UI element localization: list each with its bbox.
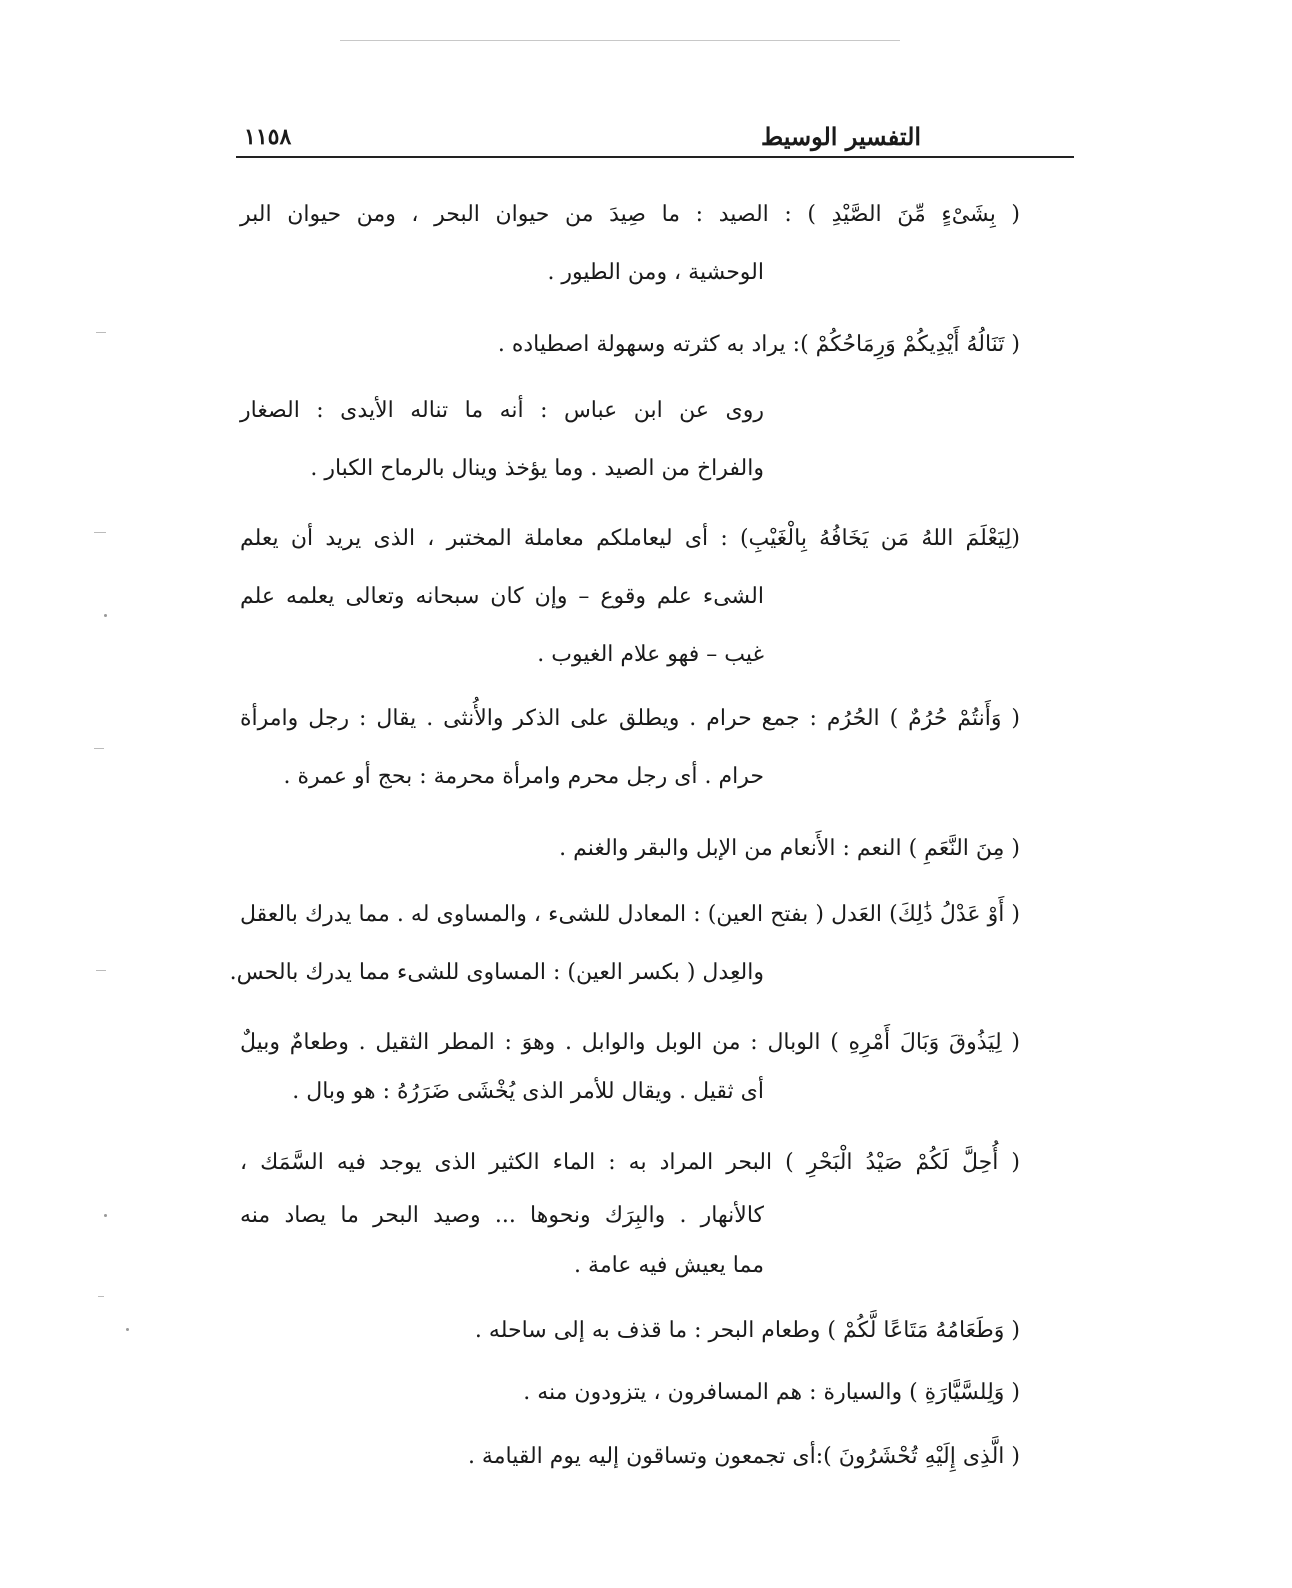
gloss-entry bbox=[240, 1014, 1020, 1112]
scan-dot bbox=[104, 614, 107, 617]
entry-line: ( وَطَعَامُهُ مَتَاعًا لَّكُمْ ) وطعام البحر : ما قذف به إلى ساحله . bbox=[474, 1318, 1020, 1343]
gloss-entry bbox=[240, 820, 1020, 878]
entry-line: ( بِشَىْءٍ مِّنَ الصَّيْدِ ) : الصيد : ما صِيدَ من حيوان البحر ، ومن حيوان البر bbox=[240, 202, 1020, 227]
entry-line: ( وَأَنتُمْ حُرُمٌ ) الحُرُم : جمع حرام . ويطلق على الذكر والأُنثى . يقال : رجل وامرأة bbox=[240, 706, 1020, 731]
gloss-entry bbox=[229, 886, 1020, 1002]
entry-line: ( تَنَالُهُ أَيْدِيكُمْ وَرِمَاحُكُمْ ): يراد به كثرته وسهولة اصطياده . bbox=[497, 332, 1020, 357]
entry-line: ( الَّذِى إِلَيْهِ تُحْشَرُونَ ):أى تجمعون وتساقون إليه يوم القيامة . bbox=[467, 1444, 1020, 1469]
entry-line: والعِدل ( بكسر العين) : المساوى للشىء مما يدرك بالحس. bbox=[229, 960, 764, 985]
entry-line: غيب – فهو علام الغيوب . bbox=[537, 642, 764, 667]
gloss-entry bbox=[240, 1134, 1020, 1292]
running-title: التفسير الوسيط bbox=[760, 122, 922, 151]
page-header bbox=[236, 120, 1074, 156]
gloss-entry bbox=[240, 510, 1020, 684]
gloss-entry bbox=[240, 1428, 1020, 1486]
gloss-entry bbox=[240, 690, 1020, 806]
scan-mark bbox=[96, 332, 106, 333]
header-rule bbox=[236, 156, 1074, 158]
entry-line: ( وَلِلسَّيَّارَةِ ) والسيارة : هم المسافرون ، يتزودون منه . bbox=[523, 1380, 1020, 1405]
entry-line: الشىء علم وقوع – وإن كان سبحانه وتعالى يعلمه علم bbox=[240, 584, 764, 609]
entry-line: والفراخ من الصيد . وما يؤخذ وينال بالرماح الكبار . bbox=[310, 456, 764, 481]
entry-line: مما يعيش فيه عامة . bbox=[574, 1253, 764, 1278]
scan-mark bbox=[94, 532, 106, 533]
scan-mark bbox=[96, 970, 106, 971]
entry-line: حرام . أى رجل محرم وامرأة محرمة : بحج أو عمرة . bbox=[283, 764, 764, 789]
entry-line: (لِيَعْلَمَ اللهُ مَن يَخَافُهُ بِالْغَيْبِ) : أى ليعاملكم معاملة المختبر ، الذى يريد أن يعلم bbox=[240, 526, 1020, 551]
gloss-entry bbox=[240, 1364, 1020, 1422]
scan-dot bbox=[104, 1214, 107, 1217]
scan-smudge bbox=[340, 40, 900, 41]
entry-line: ( لِيَذُوقَ وَبَالَ أَمْرِهِ ) الوبال : من الوبل والوابل . وهوَ : المطر الثقيل . وطعامٌ وبيلٌ bbox=[240, 1030, 1020, 1055]
entry-line: روى عن ابن عباس : أنه ما تناله الأيدى : الصغار bbox=[240, 398, 764, 423]
scan-dot bbox=[126, 1328, 129, 1331]
gloss-entry bbox=[240, 1302, 1020, 1360]
entry-line: أى ثقيل . ويقال للأمر الذى يُخْشَى ضَرَرُهُ : هو وبال . bbox=[292, 1079, 764, 1104]
scan-mark bbox=[98, 1296, 104, 1297]
entry-line: ( أُحِلَّ لَكُمْ صَيْدُ الْبَحْرِ ) البحر المراد به : الماء الكثير الذى يوجد فيه السَّمَك ، bbox=[240, 1150, 1020, 1175]
entry-line: ( مِنَ النَّعَمِ ) النعم : الأَنعام من الإبل والبقر والغنم . bbox=[559, 836, 1020, 861]
entry-line: كالأنهار . والبِرَك ونحوها ... وصيد البحر ما يصاد منه bbox=[240, 1203, 764, 1228]
gloss-entry bbox=[240, 186, 1020, 302]
page-number: ١١٥٨ bbox=[244, 124, 292, 150]
entry-line: الوحشية ، ومن الطيور . bbox=[547, 260, 764, 285]
gloss-entry bbox=[240, 316, 1020, 374]
gloss-entry bbox=[240, 382, 1020, 498]
entry-line: ( أَوْ عَدْلُ ذَٰلِكَ) العَدل ( بفتح العين) : المعادل للشىء ، والمساوى له . مما يدرك بالعقل bbox=[240, 902, 1020, 927]
scan-mark bbox=[94, 748, 104, 749]
